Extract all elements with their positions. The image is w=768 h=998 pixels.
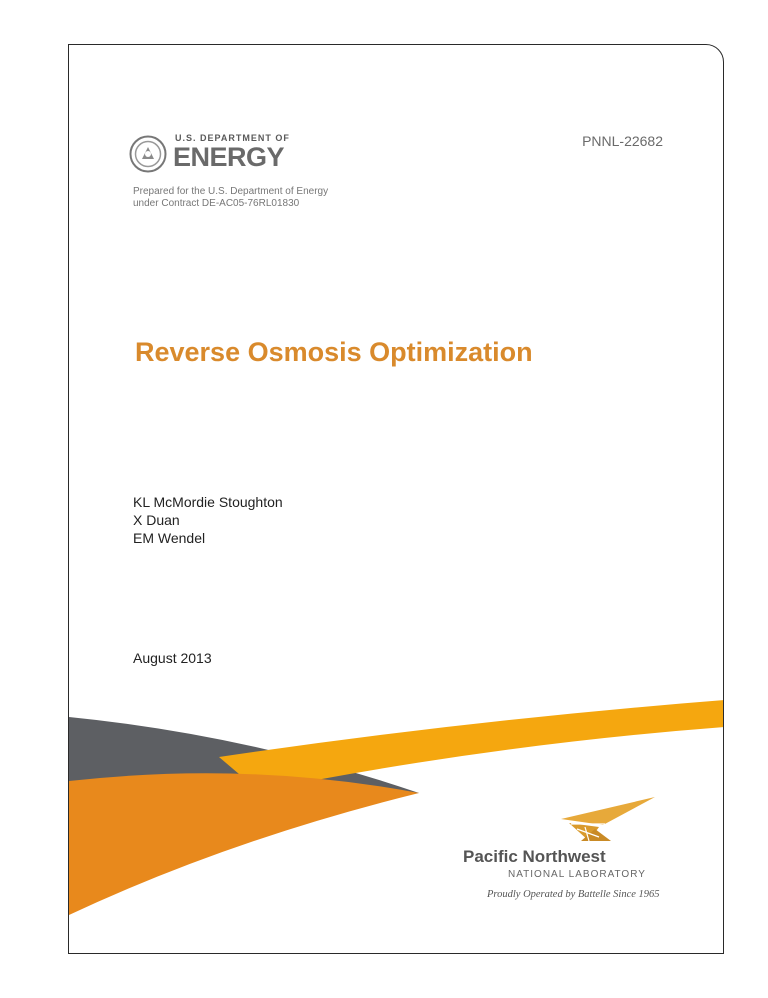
doe-energy-text: ENERGY (173, 142, 285, 172)
orange-band (69, 773, 419, 915)
author-name: EM Wendel (133, 530, 206, 546)
report-cover (68, 44, 724, 954)
report-date: August 2013 (133, 650, 212, 666)
author-name: KL McMordie Stoughton (133, 494, 283, 510)
prepared-line-2: under Contract DE-AC05-76RL01830 (133, 198, 300, 209)
report-title: Reverse Osmosis Optimization (135, 337, 533, 367)
report-number: PNNL-22682 (582, 133, 663, 149)
prepared-line-1: Prepared for the U.S. Department of Energy (133, 186, 329, 197)
doe-department-text: U.S. DEPARTMENT OF (175, 133, 290, 143)
author-name: X Duan (133, 512, 180, 528)
pnnl-logo (463, 797, 703, 917)
pnnl-mark-icon (559, 797, 655, 843)
pnnl-subtitle: NATIONAL LABORATORY (508, 869, 646, 880)
pnnl-tagline: Proudly Operated by Battelle Since 1965 (487, 889, 660, 900)
pnnl-name: Pacific Northwest (463, 847, 606, 866)
